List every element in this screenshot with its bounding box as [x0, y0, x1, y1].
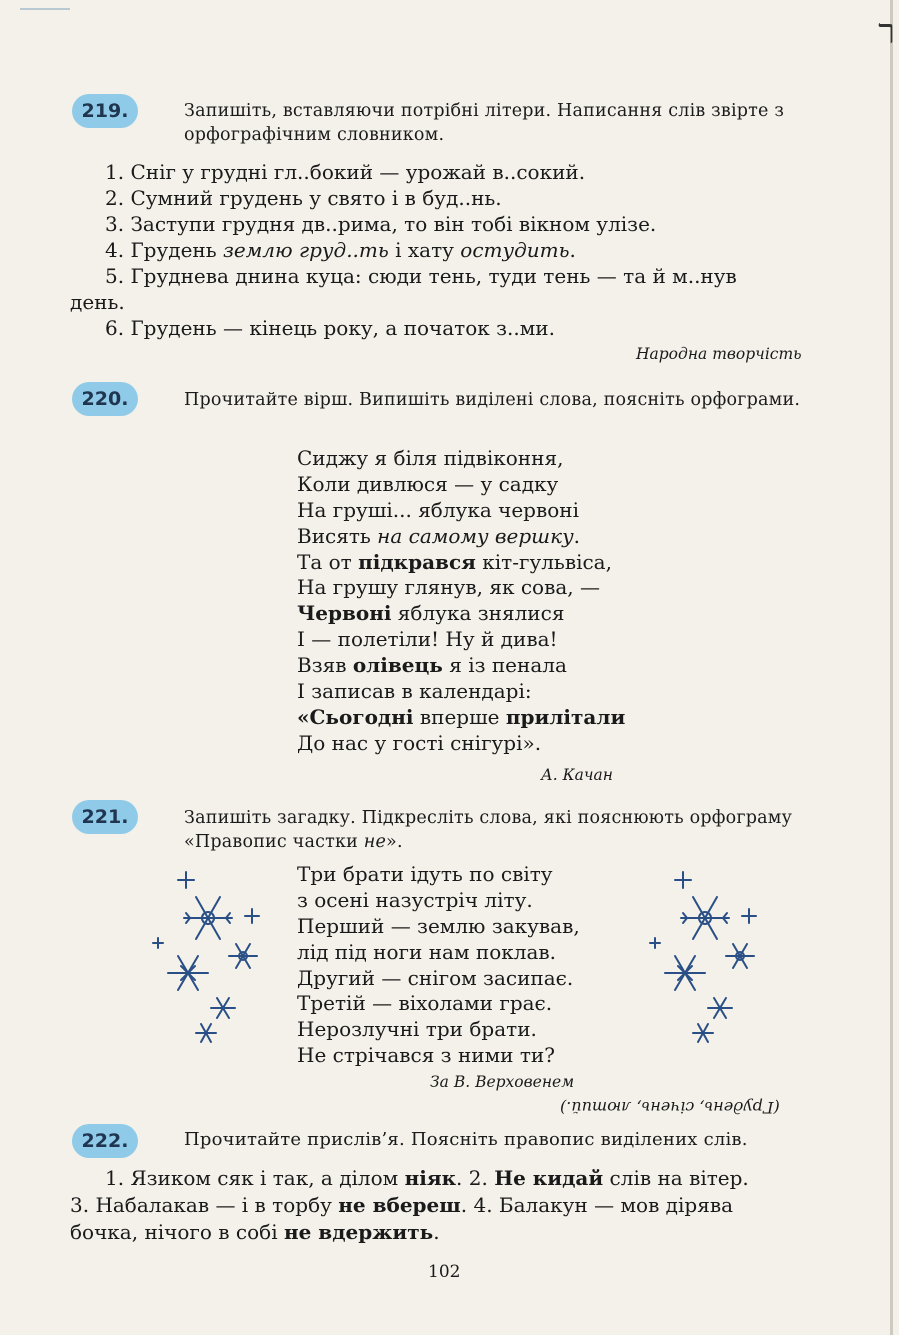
poem-text: яблука знялися [391, 601, 565, 626]
snowflake-icon [211, 998, 235, 1018]
ex220-poem [297, 446, 625, 757]
snowflake-icon [196, 1024, 216, 1042]
riddle-line: Нерозлучні три брати. [297, 1017, 537, 1042]
poem-bold: « [297, 704, 310, 729]
snowflake-icon [708, 998, 732, 1018]
sparkle-icon [245, 909, 259, 923]
poem-line: Коли дивлюся — у садку [297, 471, 559, 496]
task-italic: не [363, 832, 387, 852]
riddle-line: Другий — снігом засипає. [297, 965, 574, 990]
snowflake-icon [665, 956, 705, 990]
poem-italic: на самому вершку [377, 523, 574, 548]
exercise-219-task: Запишіть, вставляючи потрібні літери. Написання слів звірте з орфографічним словником. [184, 101, 785, 145]
page-edge [890, 0, 893, 1335]
exercise-220-badge: 220. [72, 382, 138, 416]
snowflake-icon [693, 1024, 713, 1042]
ex219-line-5: 5. Груднева днина куца: сюди тень, туди тень — та й м..нув [105, 264, 737, 288]
sparkle-icon [650, 938, 660, 948]
poem-text: Висять [297, 523, 378, 548]
proverb-text: . 4. Балакун — мов дірява [460, 1193, 733, 1217]
poem-line: До нас у гості снігурі». [297, 730, 542, 755]
ex219-line-1: 1. Сніг у грудні гл..бокий — урожай в..сокий. [105, 160, 586, 184]
sparkle-icon [742, 909, 756, 923]
ex219-source: Народна творчість [636, 345, 802, 363]
proverb-text: слів на вітер. [603, 1166, 749, 1190]
ex219-line-3: 3. Заступи грудня дв..рима, то він тобі вікном улізе. [105, 212, 657, 236]
poem-line [297, 601, 625, 627]
proverb-text: 3. Набалакав — і в торбу [70, 1193, 339, 1217]
poem-text: Взяв [297, 653, 353, 678]
task-text: ». [386, 832, 403, 852]
sparkle-icon [675, 872, 691, 888]
proverb-text: . 2. [456, 1166, 495, 1190]
exercise-221-badge: 221. [72, 800, 138, 834]
riddle-line: Не стрічався з ними ти? [297, 1043, 555, 1068]
poem-line [297, 705, 625, 731]
riddle-line: лід під ноги нам поклав. [297, 939, 556, 964]
ex220-author: А. Качан [541, 766, 613, 784]
task-text: Запишіть загадку. Підкресліть слова, які пояснюють орфограму «Правопис частки [184, 808, 793, 852]
snowflake-icon [726, 944, 754, 968]
snowflake-icon [184, 897, 232, 939]
snowflake-icon [681, 897, 729, 939]
corner-mark: ר [878, 12, 895, 52]
riddle-line: з осені назустріч літу. [297, 887, 533, 912]
ex219-line-4-c: . [569, 238, 576, 262]
poem-line: І — полетіли! Ну й дива! [297, 627, 558, 652]
ex221-riddle [297, 862, 580, 1069]
ex221-author: За В. Верховенем [430, 1073, 575, 1091]
ex219-line-2: 2. Сумний грудень у свято і в буд..нь. [105, 186, 502, 210]
ex219-line-4-italic-1: землю груд..ть [222, 238, 389, 262]
poem-text: . [573, 523, 581, 548]
poem-bold: Червоні [297, 601, 392, 626]
snowflakes-right-illustration [645, 868, 770, 1048]
page-number: 102 [428, 1262, 461, 1282]
poem-bold: підкрався [358, 549, 476, 574]
ex221-answer-inverted: (Грудень, січень, лютий.) [560, 1098, 780, 1117]
exercise-222-task: Прочитайте прислів’я. Поясніть правопис виділених слів. [184, 1129, 748, 1150]
exercise-220-task: Прочитайте вірш. Випишіть виділені слова, поясніть орфограми. [184, 390, 801, 410]
ex222-line-2 [70, 1193, 733, 1217]
poem-bold: олівець [352, 653, 443, 678]
poem-line: Сиджу я біля підвіконня, [297, 446, 564, 470]
poem-line: І записав в календарі: [297, 679, 532, 704]
ex219-line-4-italic-2: остудить [460, 238, 570, 262]
poem-bold: Сьогодні [309, 704, 414, 729]
ex222-line-1 [105, 1166, 749, 1190]
ex219-line-5-cont: день. [70, 290, 125, 314]
sparkle-icon [178, 872, 194, 888]
snowflake-icon [168, 956, 208, 990]
snowflake-icon [229, 944, 257, 968]
exercise-222-badge: 222. [72, 1124, 138, 1158]
top-rule [20, 8, 70, 10]
poem-line [297, 550, 625, 576]
poem-text: вперше [413, 704, 506, 729]
proverb-bold: не вбереш [338, 1193, 461, 1217]
proverb-bold: Не кидай [494, 1166, 604, 1190]
ex219-line-6: 6. Грудень — кінець року, а початок з..ми. [105, 316, 555, 340]
poem-line [297, 653, 625, 679]
exercise-219-badge: 219. [72, 94, 138, 128]
ex219-line-4-b: і хату [388, 238, 461, 262]
proverb-bold: ніяк [404, 1166, 457, 1190]
poem-bold: прилітали [505, 704, 626, 729]
proverb-text: 1. Язиком сяк і так, а ділом [105, 1166, 405, 1190]
proverb-text: . [433, 1220, 440, 1244]
ex219-line-4-a: 4. Грудень [105, 238, 223, 262]
exercise-221-task [184, 806, 834, 854]
snowflakes-left-illustration [148, 868, 273, 1048]
poem-line [297, 524, 625, 550]
proverb-text: бочка, нічого в собі [70, 1220, 284, 1244]
riddle-line: Три брати ідуть по світу [297, 862, 553, 886]
ex222-line-3 [70, 1220, 440, 1244]
ex219-line-4 [105, 238, 576, 262]
poem-text: Та от [297, 549, 359, 574]
poem-line: На груші... яблука червоні [297, 497, 579, 522]
poem-text: я із пенала [442, 653, 567, 678]
riddle-line: Перший — землю закував, [297, 913, 580, 938]
riddle-line: Третій — віхолами грає. [297, 991, 553, 1016]
poem-line: На грушу глянув, як сова, — [297, 575, 600, 600]
proverb-bold: не вдержить [283, 1220, 434, 1244]
sparkle-icon [153, 938, 163, 948]
poem-text: кіт-гульвіса, [475, 549, 612, 574]
